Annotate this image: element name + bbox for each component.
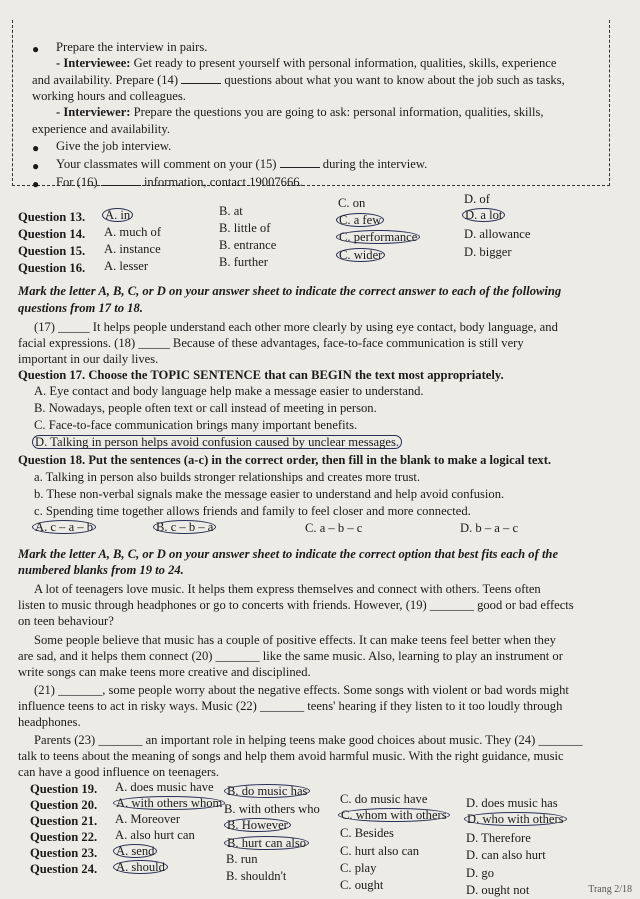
q23-option-c[interactable]: C. play (340, 861, 377, 875)
box-bullet-3b: during the interview. (322, 157, 428, 171)
question-21-label: Question 21. (30, 814, 98, 828)
question-16-label: Question 16. (18, 261, 86, 275)
blank-15 (280, 156, 320, 168)
q17-option-a[interactable]: A. Eye contact and body language help make a message easier to understand. (34, 384, 424, 398)
q20-option-c[interactable] (338, 808, 450, 823)
interviewee-label: - Interviewee: (56, 56, 131, 70)
box-bullet-3 (56, 156, 427, 172)
q21-option-c[interactable]: C. Besides (340, 826, 394, 840)
answer-mark: C. performance (336, 230, 420, 244)
q18-option-d[interactable]: D. b – a – c (460, 521, 519, 535)
question-23-label: Question 23. (30, 846, 98, 860)
q14-option-a[interactable]: A. much of (104, 225, 162, 239)
q20-option-d[interactable] (464, 812, 567, 827)
answer-mark: A. in (102, 208, 133, 222)
box-line-3b: questions about what you want to know about the job such as tasks, (224, 73, 565, 87)
q18-sentence-c: c. Spending time together allows friends and family to feel closer and more connected. (34, 504, 471, 518)
passage-line-12: can have a good influence on teenagers. (18, 765, 220, 779)
q19-option-b[interactable] (224, 784, 310, 799)
q18-option-c[interactable]: C. a – b – c (305, 521, 363, 535)
interviewee-text: Get ready to present yourself with personal information, qualities, skills, experience (133, 56, 557, 70)
q17-option-c[interactable]: C. Face-to-face communication brings many important benefits. (34, 418, 358, 432)
question-22-label: Question 22. (30, 830, 98, 844)
answer-mark: C. whom with others (338, 808, 450, 822)
q19-option-a[interactable]: A. does music have (115, 780, 214, 794)
passage-line-8: influence teens to act in risky ways. Music (22) _______ teens' hearing if they listen to it too loudly through (18, 699, 563, 713)
q15-option-d[interactable]: D. allowance (464, 227, 531, 241)
answer-mark: A. should (113, 860, 168, 874)
passage-line-3: on teen behaviour? (18, 614, 114, 628)
box-bullet-4b: information, contact 19007666. (143, 175, 303, 189)
answer-mark: D. Talking in person helps avoid confusion caused by unclear messages. (32, 435, 402, 449)
q22-option-a[interactable]: A. also hurt can (115, 828, 195, 842)
q22-option-b[interactable] (224, 836, 309, 851)
passage-line-2: listen to music through headphones or go to concerts with friends. However, (19) _______ good or bad effects (18, 598, 574, 612)
box-bullet-3a: Your classmates will comment on your (15) (56, 157, 277, 171)
q24-option-d[interactable]: D. ought not (466, 883, 530, 897)
q15-option-a[interactable]: A. instance (104, 242, 161, 256)
passage-line-6: write songs can make teens more creative and disciplined. (18, 665, 311, 679)
bullet-icon: ● (32, 159, 40, 173)
q23-option-d[interactable]: D. go (466, 866, 494, 880)
question-13-label: Question 13. (18, 210, 86, 224)
q15-option-b[interactable]: B. entrance (219, 238, 277, 252)
q24-option-b[interactable]: B. shouldn't (226, 869, 287, 883)
answer-mark: B. do music has (224, 784, 310, 798)
q13-option-b[interactable]: B. at (219, 204, 243, 218)
blank-16 (101, 174, 141, 186)
interviewer-text: Prepare the questions you are going to ask: personal information, qualities, skills, (133, 105, 544, 119)
answer-mark: D. who with others (464, 812, 567, 826)
question-24-label: Question 24. (30, 862, 98, 876)
bullet-icon: ● (32, 42, 40, 56)
q23-option-b[interactable]: B. run (226, 852, 258, 866)
box-line-3a: and availability. Prepare (14) (32, 73, 179, 87)
q17-option-d[interactable] (32, 435, 402, 450)
q21-option-d[interactable]: D. Therefore (466, 831, 531, 845)
q23-option-a[interactable] (113, 844, 157, 859)
q17-option-b[interactable]: B. Nowadays, people often text or call instead of meeting in person. (34, 401, 377, 415)
q14-option-d[interactable] (462, 208, 505, 223)
box-interviewer-line (56, 105, 544, 120)
bullet-icon: ● (32, 177, 40, 191)
passage-line-9: headphones. (18, 715, 81, 729)
answer-mark: B. However (224, 818, 291, 832)
box-line-3 (32, 72, 565, 88)
question-19-label: Question 19. (30, 782, 98, 796)
q18-option-a[interactable] (32, 520, 96, 535)
box-line-6: experience and availability. (32, 122, 170, 136)
instruction-19-24-line-2: numbered blanks from 19 to 24. (18, 563, 184, 577)
question-18-stem: Question 18. Put the sentences (a-c) in the correct order, then fill in the blank to make a logical text. (18, 453, 552, 467)
paragraph-17-line-2: facial expressions. (18) _____ Because of these advantages, face-to-face communication is still very (18, 336, 524, 350)
q16-option-b[interactable]: B. further (219, 255, 268, 269)
answer-mark: D. a lot (462, 208, 505, 222)
q15-option-c[interactable] (336, 230, 420, 245)
passage-line-10: Parents (23) _______ an important role in helping teens make good choices about music. They (24) _______ (34, 733, 583, 747)
answer-mark: C. wider (336, 248, 385, 262)
box-interviewee-line (56, 56, 556, 71)
q18-sentence-b: b. These non-verbal signals make the message easier to understand and help avoid confusion. (34, 487, 505, 501)
q16-option-c[interactable] (336, 248, 385, 263)
q16-option-d[interactable]: D. bigger (464, 245, 512, 259)
q20-option-a[interactable] (113, 796, 225, 811)
box-line-4: working hours and colleagues. (32, 89, 186, 103)
question-20-label: Question 20. (30, 798, 98, 812)
bullet-icon: ● (32, 141, 40, 155)
page-number: Trang 2/18 (588, 884, 632, 895)
question-14-label: Question 14. (18, 227, 86, 241)
question-15-label: Question 15. (18, 244, 86, 258)
q14-option-c[interactable] (336, 213, 384, 228)
question-17-stem: Question 17. Choose the TOPIC SENTENCE that can BEGIN the text most appropriately. (18, 368, 504, 382)
q21-option-a[interactable]: A. Moreover (115, 812, 181, 826)
box-bullet-4a: For (16) (56, 175, 98, 189)
q19-option-d[interactable]: D. does music has (466, 796, 558, 810)
paragraph-17-line-1: (17) _____ It helps people understand each other more clearly by using eye contact, body language, and (34, 320, 558, 334)
interviewer-label: - Interviewer: (56, 105, 131, 119)
q19-option-c[interactable]: C. do music have (340, 792, 428, 806)
instruction-17-18-line-1: Mark the letter A, B, C, or D on your answer sheet to indicate the correct answer to each of the following (18, 284, 562, 298)
q22-option-d[interactable]: D. can also hurt (466, 848, 546, 862)
instruction-17-18-line-2: questions from 17 to 18. (18, 301, 143, 315)
paragraph-17-line-3: important in our daily lives. (18, 352, 159, 366)
q13-option-a[interactable] (102, 208, 133, 223)
q20-option-b[interactable]: B. with others who (224, 802, 320, 816)
answer-mark: B. c – b – a (153, 520, 216, 534)
answer-mark: C. a few (336, 213, 384, 227)
q18-sentence-a: a. Talking in person also builds stronger relationships and creates more trust. (34, 470, 421, 484)
q22-option-c[interactable]: C. hurt also can (340, 844, 420, 858)
passage-line-1: A lot of teenagers love music. It helps them express themselves and connect with others. Teens often (34, 582, 541, 596)
q13-option-c[interactable]: C. on (338, 196, 366, 210)
answer-mark: A. send (113, 844, 157, 858)
answer-mark: A. c – a – b (32, 520, 96, 534)
blank-14 (181, 72, 221, 84)
q24-option-a[interactable] (113, 860, 168, 875)
passage-line-11: talk to teens about the meaning of songs and help them avoid harmful music. With the right guidance, music (18, 749, 564, 763)
passage-line-4: Some people believe that music has a couple of positive effects. It can make teens feel better when they (34, 633, 556, 647)
passage-line-7: (21) _______, some people worry about the negative effects. Some songs with violent or bad words might (34, 683, 569, 697)
box-bullet-4 (56, 174, 303, 190)
q18-option-b[interactable] (153, 520, 216, 535)
box-bullet-2: Give the job interview. (56, 139, 172, 153)
answer-mark: A. with others whom (113, 796, 225, 810)
q16-option-a[interactable]: A. lesser (104, 259, 149, 273)
instruction-19-24-line-1: Mark the letter A, B, C, or D on your answer sheet to indicate the correct option that best fits each of the (18, 547, 559, 561)
box-bullet-1: Prepare the interview in pairs. (56, 40, 208, 54)
q13-option-d[interactable]: D. of (464, 192, 490, 206)
answer-mark: B. hurt can also (224, 836, 309, 850)
q14-option-b[interactable]: B. little of (219, 221, 271, 235)
q21-option-b[interactable] (224, 818, 291, 833)
passage-line-5: are sad, and it helps them connect (20) _______ like the same music. Also, learning to play an instrument or (18, 649, 563, 663)
q24-option-c[interactable]: C. ought (340, 878, 384, 892)
